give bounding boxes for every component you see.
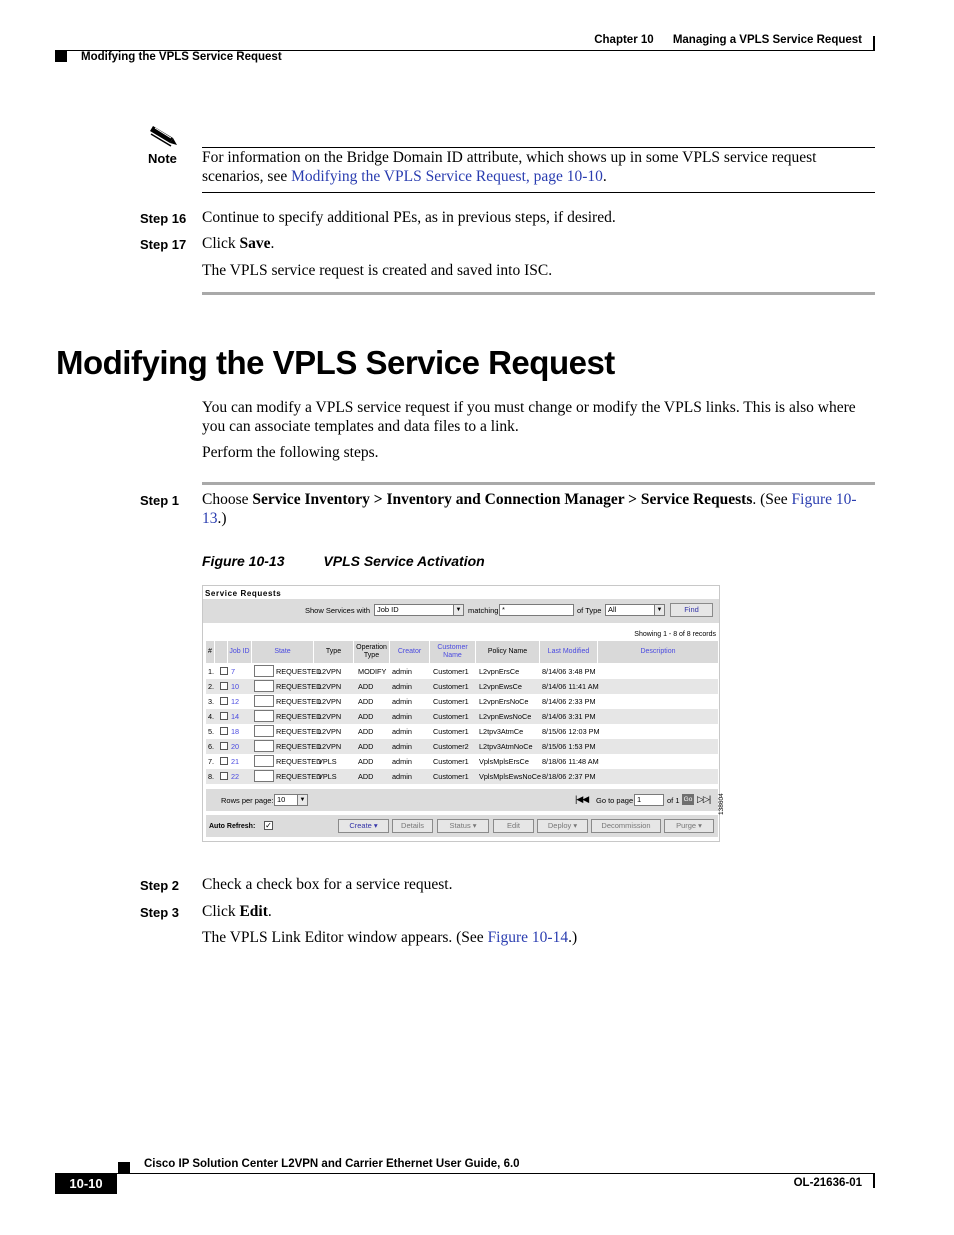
chevron-down-icon: ▼ xyxy=(297,795,307,805)
of-pages: of 1 xyxy=(667,796,680,805)
row-type: VPLS xyxy=(318,772,337,781)
state-indicator xyxy=(254,680,274,692)
details-button[interactable]: Details xyxy=(392,819,433,833)
step-17-result: The VPLS service request is created and saved into ISC. xyxy=(202,262,553,279)
row-creator: admin xyxy=(392,772,412,781)
job-id-link[interactable]: 10 xyxy=(231,682,240,691)
row-number: 6. xyxy=(208,742,215,751)
row-last-modified: 8/15/06 12:03 PM xyxy=(542,727,600,736)
show-services-label: Show Services with xyxy=(305,606,371,615)
figure-10-13-link[interactable]: Figure 10-13 xyxy=(202,491,857,527)
row-number: 7. xyxy=(208,757,215,766)
table-row[interactable] xyxy=(206,709,718,724)
row-checkbox[interactable] xyxy=(220,772,228,780)
col-select xyxy=(215,641,228,663)
row-creator: admin xyxy=(392,697,412,706)
procedure-rule xyxy=(202,482,875,485)
row-customer: Customer1 xyxy=(433,727,469,736)
service-requests-title: Service Requests xyxy=(205,589,282,598)
step-16-label: Step 16 xyxy=(140,211,187,226)
row-last-modified: 8/14/06 11:41 AM xyxy=(542,682,599,691)
row-customer: Customer1 xyxy=(433,772,469,781)
row-policy: L2vpnErsCe xyxy=(479,667,520,676)
row-operation: ADD xyxy=(358,772,374,781)
row-creator: admin xyxy=(392,757,412,766)
row-type: L2VPN xyxy=(318,712,342,721)
row-last-modified: 8/14/06 3:31 PM xyxy=(542,712,596,721)
row-creator: admin xyxy=(392,682,412,691)
job-id-link[interactable]: 7 xyxy=(231,667,236,676)
row-operation: ADD xyxy=(358,697,374,706)
table-row[interactable] xyxy=(206,664,718,679)
col-description[interactable]: Description xyxy=(640,648,676,655)
auto-refresh-checkbox[interactable]: ✓ xyxy=(265,821,272,830)
row-type: L2VPN xyxy=(318,667,342,676)
row-last-modified: 8/18/06 2:37 PM xyxy=(542,772,596,781)
deploy-button[interactable]: Deploy ▾ xyxy=(537,819,588,833)
note-text: For information on the Bridge Domain ID attribute, which shows up in some VPLS service request scenarios, see Modifying the VPLS Service Request, page 10-10. xyxy=(202,149,817,185)
table-row[interactable] xyxy=(206,694,718,709)
row-customer: Customer1 xyxy=(433,682,469,691)
col-customer-name[interactable]: Customer Name xyxy=(430,641,476,663)
row-last-modified: 8/15/06 1:53 PM xyxy=(542,742,596,751)
row-type: L2VPN xyxy=(318,727,342,736)
figure-side-id: 138604 xyxy=(718,793,725,815)
note-label: Note xyxy=(148,151,177,166)
row-state: REQUESTED xyxy=(276,697,322,706)
row-number: 5. xyxy=(208,727,215,736)
job-id-link[interactable]: 18 xyxy=(231,727,240,736)
footer-rule xyxy=(55,1173,875,1174)
row-operation: ADD xyxy=(358,682,374,691)
row-state: REQUESTED xyxy=(276,757,322,766)
table-row[interactable] xyxy=(206,754,718,769)
footer-doc-id: OL-21636-01 xyxy=(793,1177,862,1189)
row-customer: Customer1 xyxy=(433,712,469,721)
col-state[interactable]: State xyxy=(252,641,314,663)
col-creator[interactable]: Creator xyxy=(390,641,430,663)
step-16-text: Continue to specify additional PEs, as in previous steps, if desired. xyxy=(202,209,616,226)
row-number: 8. xyxy=(208,772,215,781)
chevron-down-icon: ▼ xyxy=(453,605,463,615)
next-last-page-icon[interactable]: ▷▷| xyxy=(697,794,711,804)
row-number: 4. xyxy=(208,712,215,721)
row-last-modified: 8/18/06 11:48 AM xyxy=(542,757,599,766)
intro-paragraph: You can modify a VPLS service request if you must change or modify the VPLS links. This is also where you can associate templates and data files to a link. xyxy=(202,399,856,435)
matching-label: matching xyxy=(468,606,499,615)
col-last-modified[interactable]: Last Modified xyxy=(540,641,598,663)
rows-per-page-select[interactable]: 10 ▼ xyxy=(274,794,308,806)
row-state: REQUESTED xyxy=(276,727,322,736)
col-type: Type xyxy=(314,641,354,663)
go-to-page-label: Go to page xyxy=(596,796,634,805)
row-type: L2VPN xyxy=(318,697,342,706)
step-3-result: The VPLS Link Editor window appears. (See Figure 10-14.) xyxy=(202,929,578,946)
row-customer: Customer2 xyxy=(433,742,469,751)
pagination-bar xyxy=(206,789,718,811)
row-creator: admin xyxy=(392,712,412,721)
purge-button[interactable]: Purge ▾ xyxy=(664,819,714,833)
job-id-link[interactable]: 14 xyxy=(231,712,240,721)
row-customer: Customer1 xyxy=(433,697,469,706)
row-operation: MODIFY xyxy=(358,667,387,676)
state-indicator xyxy=(254,665,274,677)
perform-text: Perform the following steps. xyxy=(202,444,379,461)
filter-bar xyxy=(203,599,719,623)
running-header-section: Modifying the VPLS Service Request xyxy=(81,51,282,63)
status-button[interactable]: Status ▾ xyxy=(437,819,489,833)
state-indicator xyxy=(254,770,274,782)
row-policy: VplsMplsEwsNoCe xyxy=(479,772,542,781)
row-operation: ADD xyxy=(358,757,374,766)
table-row[interactable] xyxy=(206,739,718,754)
row-checkbox[interactable] xyxy=(220,697,228,705)
col-job-id[interactable]: Job ID xyxy=(228,641,252,663)
step-1-text: Choose Service Inventory > Inventory and Connection Manager > Service Requests. (See Figure 10-13.) xyxy=(202,491,857,527)
row-number: 1. xyxy=(208,667,215,676)
row-creator: admin xyxy=(392,727,412,736)
header-tick xyxy=(873,36,875,50)
row-checkbox[interactable] xyxy=(220,712,228,720)
matching-input[interactable]: * xyxy=(499,604,574,616)
find-button[interactable]: Find xyxy=(670,603,713,617)
row-type: L2VPN xyxy=(318,742,342,751)
note-bottom-rule xyxy=(202,192,875,193)
row-customer: Customer1 xyxy=(433,667,469,676)
state-indicator xyxy=(254,740,274,752)
state-indicator xyxy=(254,710,274,722)
running-header-chapter: Chapter 10 Managing a VPLS Service Request xyxy=(594,34,862,46)
step-2-text: Check a check box for a service request. xyxy=(202,876,453,893)
go-button[interactable]: Go xyxy=(683,796,693,803)
go-to-page-input[interactable]: 1 xyxy=(634,794,664,806)
state-indicator xyxy=(254,725,274,737)
note-pencil-icon xyxy=(149,123,179,154)
row-policy: L2tpv3AtmNoCe xyxy=(479,742,533,751)
edit-button[interactable]: Edit xyxy=(493,819,534,833)
step-17-text: Click Save. xyxy=(202,235,275,252)
job-id-link[interactable]: 21 xyxy=(231,757,240,766)
rows-per-page-label: Rows per page: xyxy=(221,796,274,805)
row-number: 2. xyxy=(208,682,215,691)
row-operation: ADD xyxy=(358,742,374,751)
row-state: REQUESTED xyxy=(276,667,322,676)
table-row[interactable] xyxy=(206,679,718,694)
row-type: VPLS xyxy=(318,757,337,766)
auto-refresh-label: Auto Refresh: xyxy=(209,823,256,830)
type-select[interactable]: All ▼ xyxy=(605,604,665,616)
footer-guide-title: Cisco IP Solution Center L2VPN and Carrier Ethernet User Guide, 6.0 xyxy=(144,1158,520,1170)
decommission-button[interactable]: Decommission xyxy=(591,819,661,833)
row-policy: L2vpnEwsCe xyxy=(479,682,522,691)
figure-10-14-link[interactable]: Figure 10-14 xyxy=(487,929,569,946)
row-state: REQUESTED xyxy=(276,712,322,721)
row-creator: admin xyxy=(392,742,412,751)
row-state: REQUESTED xyxy=(276,682,322,691)
steps-end-rule xyxy=(202,292,875,295)
row-checkbox[interactable] xyxy=(220,682,228,690)
row-customer: Customer1 xyxy=(433,757,469,766)
job-id-link[interactable]: 12 xyxy=(231,697,240,706)
note-link[interactable]: Modifying the VPLS Service Request, page 10-10 xyxy=(291,168,603,185)
step-3-text: Click Edit. xyxy=(202,903,272,920)
table-row[interactable] xyxy=(206,769,718,784)
col-operation-type: Operation Type xyxy=(354,641,390,663)
row-creator: admin xyxy=(392,667,412,676)
row-type: L2VPN xyxy=(318,682,342,691)
row-policy: L2vpnErsNoCe xyxy=(479,697,529,706)
state-indicator xyxy=(254,755,274,767)
section-title: Modifying the VPLS Service Request xyxy=(56,344,615,381)
footer-tick xyxy=(873,1174,875,1188)
service-requests-screenshot xyxy=(202,585,720,842)
col-policy-name: Policy Name xyxy=(476,641,540,663)
row-checkbox[interactable] xyxy=(220,757,228,765)
row-policy: L2tpv3AtmCe xyxy=(479,727,524,736)
show-services-select[interactable]: Job ID ▼ xyxy=(374,604,464,616)
showing-records: Showing 1 - 8 of 8 records xyxy=(634,631,716,638)
step-1-label: Step 1 xyxy=(140,493,180,508)
row-state: REQUESTED xyxy=(276,772,322,781)
first-prev-page-icon[interactable]: |◀◀ xyxy=(575,794,589,804)
row-state: REQUESTED xyxy=(276,742,322,751)
create-button[interactable]: Create ▾ xyxy=(338,819,389,833)
row-policy: L2vpnEwsNoCe xyxy=(479,712,532,721)
row-number: 3. xyxy=(208,697,215,706)
table-row[interactable] xyxy=(206,724,718,739)
action-bar xyxy=(206,815,718,837)
row-last-modified: 8/14/06 2:33 PM xyxy=(542,697,596,706)
row-last-modified: 8/14/06 3:48 PM xyxy=(542,667,596,676)
row-checkbox[interactable] xyxy=(220,727,228,735)
row-operation: ADD xyxy=(358,712,374,721)
figure-caption: Figure 10-13 VPLS Service Activation xyxy=(202,553,485,569)
row-operation: ADD xyxy=(358,727,374,736)
row-checkbox[interactable] xyxy=(220,742,228,750)
job-id-link[interactable]: 20 xyxy=(231,742,240,751)
row-policy: VplsMplsErsCe xyxy=(479,757,529,766)
step-2-label: Step 2 xyxy=(140,878,180,893)
job-id-link[interactable]: 22 xyxy=(231,772,240,781)
chevron-down-icon: ▼ xyxy=(654,605,664,615)
of-type-label: of Type xyxy=(577,606,602,615)
footer-block xyxy=(118,1162,130,1173)
step-3-label: Step 3 xyxy=(140,905,180,920)
footer-page-number: 10-10 xyxy=(55,1174,117,1194)
row-checkbox[interactable] xyxy=(220,667,228,675)
header-block xyxy=(55,50,67,62)
table-header xyxy=(206,641,718,663)
state-indicator xyxy=(254,695,274,707)
step-17-label: Step 17 xyxy=(140,237,187,252)
col-number: # xyxy=(206,641,215,663)
